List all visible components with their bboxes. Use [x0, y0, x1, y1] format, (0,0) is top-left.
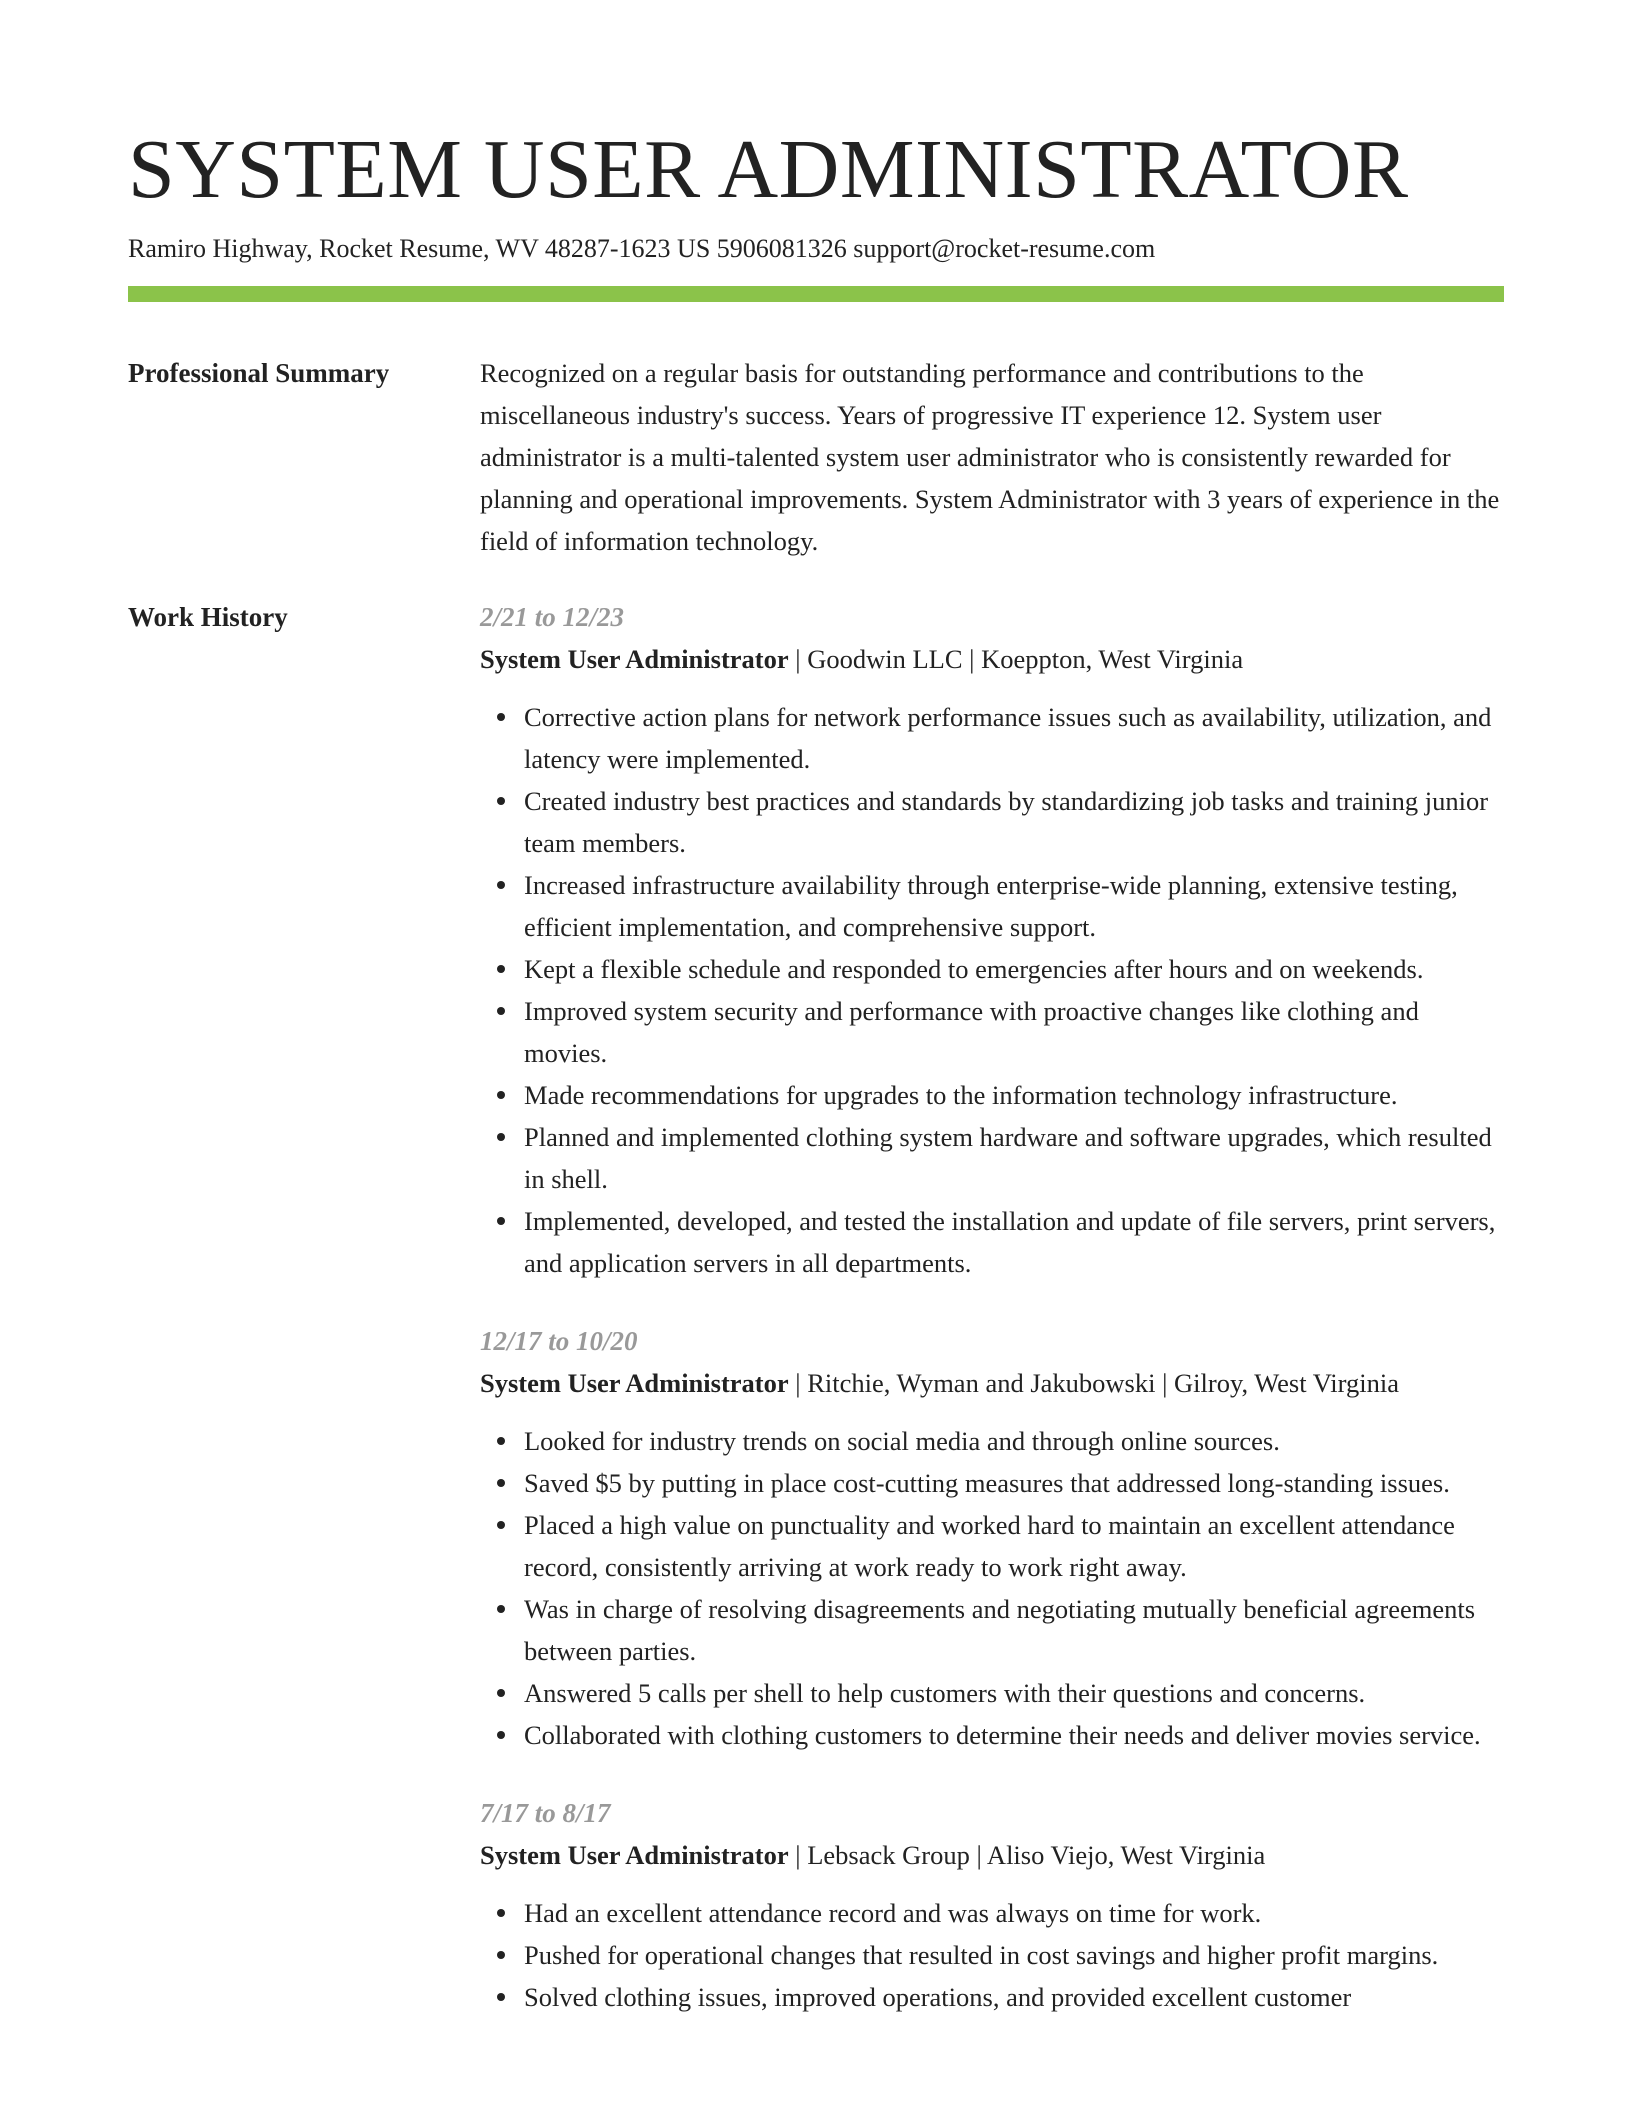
job-bullet: Improved system security and performance with proactive changes like clothing and movies. [524, 990, 1504, 1074]
job-bullet: Looked for industry trends on social media and through online sources. [524, 1420, 1504, 1462]
job-bullets [480, 696, 1504, 1284]
job-title: System User Administrator [480, 644, 789, 674]
job-bullet: Collaborated with clothing customers to determine their needs and deliver movies service. [524, 1714, 1504, 1756]
job-bullet: Corrective action plans for network performance issues such as availability, utilization, and latency were implemented. [524, 696, 1504, 780]
work-history-body [480, 596, 1504, 2018]
job-bullet: Pushed for operational changes that resulted in cost savings and higher profit margins. [524, 1934, 1504, 1976]
contact-line: Ramiro Highway, Rocket Resume, WV 48287-1623 US 5906081326 support@rocket-resume.com [128, 234, 1156, 263]
job-details: | Goodwin LLC | Koeppton, West Virginia [788, 644, 1244, 674]
job-details: | Ritchie, Wyman and Jakubowski | Gilroy, West Virginia [788, 1368, 1399, 1398]
job-dates: 7/17 to 8/17 [480, 1798, 611, 1828]
job-bullet: Made recommendations for upgrades to the information technology infrastructure. [524, 1074, 1504, 1116]
job-dates: 2/21 to 12/23 [480, 602, 625, 632]
professional-summary-section [128, 352, 1504, 562]
job-heading [480, 1834, 1504, 1876]
job-bullet: Created industry best practices and standards by standardizing job tasks and training junior team members. [524, 780, 1504, 864]
job-heading [480, 1362, 1504, 1404]
job-entry [480, 1792, 1504, 2018]
work-history-section [128, 596, 1504, 2018]
job-bullet: Saved $5 by putting in place cost-cutting measures that addressed long-standing issues. [524, 1462, 1504, 1504]
job-bullet: Implemented, developed, and tested the installation and update of file servers, print servers, and application servers in all departments. [524, 1200, 1504, 1284]
resume-title: SYSTEM USER ADMINISTRATOR [128, 123, 1409, 216]
job-heading [480, 638, 1504, 680]
job-bullet: Answered 5 calls per shell to help customers with their questions and concerns. [524, 1672, 1504, 1714]
job-dates: 12/17 to 10/20 [480, 1326, 638, 1356]
job-bullet: Solved clothing issues, improved operations, and provided excellent customer [524, 1976, 1504, 2018]
job-bullet: Had an excellent attendance record and was always on time for work. [524, 1892, 1504, 1934]
job-title: System User Administrator [480, 1368, 789, 1398]
section-label-summary: Professional Summary [128, 358, 390, 388]
summary-text: Recognized on a regular basis for outstanding performance and contributions to the miscellaneous industry's success. Years of progressive IT experience 12. System user administrator is a multi-talented system user administrator who is consistently rewarded for planning and operational improvements. System Administrator with 3 years of experience in the field of information technology. [480, 358, 1500, 556]
job-bullets [480, 1892, 1504, 2018]
job-bullet: Kept a flexible schedule and responded to emergencies after hours and on weekends. [524, 948, 1504, 990]
job-entry [480, 1320, 1504, 1756]
job-bullet: Placed a high value on punctuality and worked hard to maintain an excellent attendance record, consistently arriving at work ready to work right away. [524, 1504, 1504, 1588]
job-details: | Lebsack Group | Aliso Viejo, West Virginia [788, 1840, 1266, 1870]
accent-divider [128, 286, 1504, 302]
job-bullets [480, 1420, 1504, 1756]
job-title: System User Administrator [480, 1840, 789, 1870]
job-bullet: Increased infrastructure availability through enterprise-wide planning, extensive testing, efficient implementation, and comprehensive support. [524, 864, 1504, 948]
job-bullet: Was in charge of resolving disagreements and negotiating mutually beneficial agreements between parties. [524, 1588, 1504, 1672]
job-entry [480, 596, 1504, 1284]
resume-page [128, 0, 1504, 2018]
section-label-work-history: Work History [128, 602, 288, 632]
job-bullet: Planned and implemented clothing system hardware and software upgrades, which resulted in shell. [524, 1116, 1504, 1200]
